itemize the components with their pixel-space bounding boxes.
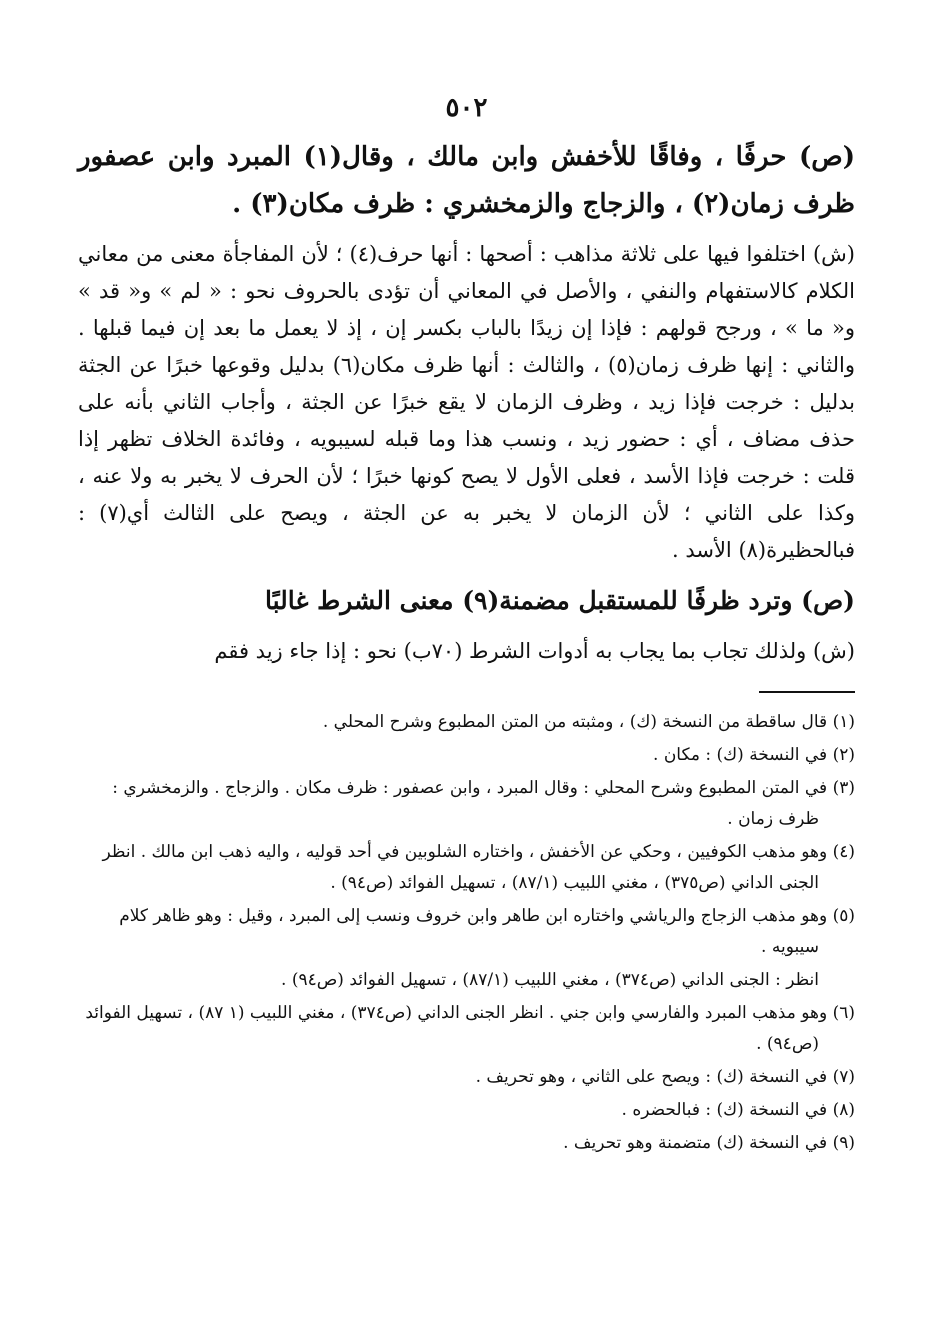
footnote-5: (٥) وهو مذهب الزجاج والرياشي واختاره ابن طاهر وابن خروف ونسب إلى المبرد ، وقيل : وهو ظاهر كلام سيبويه .	[119, 906, 855, 957]
footnote-9: (٩) في النسخة (ك) متضمنة وهو تحريف .	[563, 1133, 855, 1153]
commentary-line: (ش) ولذلك تجاب بما يجاب به أدوات الشرط (٧٠ب) نحو : إذا جاء زيد فقم	[214, 639, 855, 663]
footnote-5-continuation: انظر : الجنى الداني (ص٣٧٤) ، مغني اللبيب (٨٧/١) ، تسهيل الفوائد (ص٩٤) .	[281, 970, 819, 990]
footnote-divider	[759, 691, 855, 693]
page-number: ٥٠٢	[445, 93, 488, 123]
footnote-1: (١) قال ساقطة من النسخة (ك) ، ومثبته من المتن المطبوع وشرح المحلي .	[322, 712, 855, 732]
footnote-7: (٧) في النسخة (ك) : ويصح على الثاني ، وهو تحريف .	[475, 1067, 855, 1087]
footnote-8: (٨) في النسخة (ك) : فبالحضره .	[621, 1100, 855, 1120]
footnote-4: (٤) وهو مذهب الكوفيين ، وحكي عن الأخفش ، واختاره الشلوبين في أحد قوليه ، واليه ذهب ابن مالك . انظر الجنى الداني (ص٣٧٥) ، مغني اللبيب (٨٧/١) ، تسهيل الفوائد (ص٩٤) .	[102, 842, 855, 893]
commentary-paragraph: (ش) اختلفوا فيها على ثلاثة مذاهب : أصحها : أنها حرف(٤) ؛ لأن المفاجأة معنى من معاني الكلام كالاستفهام والنفي ، والأصل في المعاني أن تؤدى بالحروف نحو : « لم » و« قد » و« ما » ، ورجح قولهم : فإذا إن زيدًا بالباب بكسر إن ، إذ لا يعمل ما بعد إن فيما قبلها . والثاني : إنها ظرف زمان(٥) ، والثالث : أنها ظرف مكان(٦) بدليل وقوعها خبرًا عن الجثة بدليل : خرجت فإذا زيد ، وظرف الزمان لا يقع خبرًا عن الجثة ، وأجاب الثاني بأنه على حذف مضاف ، أي : حضور زيد ، ونسب هذا وما قبله لسيبويه ، وفائدة الخلاف تظهر إذا قلت : خرجت فإذا الأسد ، فعلى الأول لا يصح كونها خبرًا ؛ لأن الحرف لا يخبر به ولا عنه ، وكذا على الثاني ؛ لأن الزمان لا يخبر به عن الجثة ، ويصح على الثالث أي(٧) : فبالحظيرة(٨) الأسد .	[78, 242, 855, 562]
footnote-divider-wrap	[78, 683, 855, 707]
footnote-6: (٦) وهو مذهب المبرد والفارسي وابن جني . انظر الجنى الداني (ص٣٧٤) ، مغني اللبيب (١ ٨٧) ، تسهيل الفوائد (ص٩٤) .	[85, 1003, 855, 1054]
rule-line: (ص) وترد ظرفًا للمستقبل مضمنة(٩) معنى الشرط غالبًا	[265, 586, 855, 615]
rule-paragraph: (ص) حرفًا ، وفاقًا للأخفش وابن مالك ، وقال(١) المبرد وابن عصفور ظرف زمان(٢) ، والزجاج والزمخشري : ظرف مكان(٣) .	[78, 142, 855, 219]
main-text	[78, 134, 855, 669]
footnotes	[78, 707, 855, 1159]
footnote-3: (٣) في المتن المطبوع وشرح المحلي : وقال المبرد ، وابن عصفور : ظرف مكان . والزجاج . والزمخشري : ظرف زمان .	[112, 778, 855, 829]
footnote-2: (٢) في النسخة (ك) : مكان .	[653, 745, 855, 765]
